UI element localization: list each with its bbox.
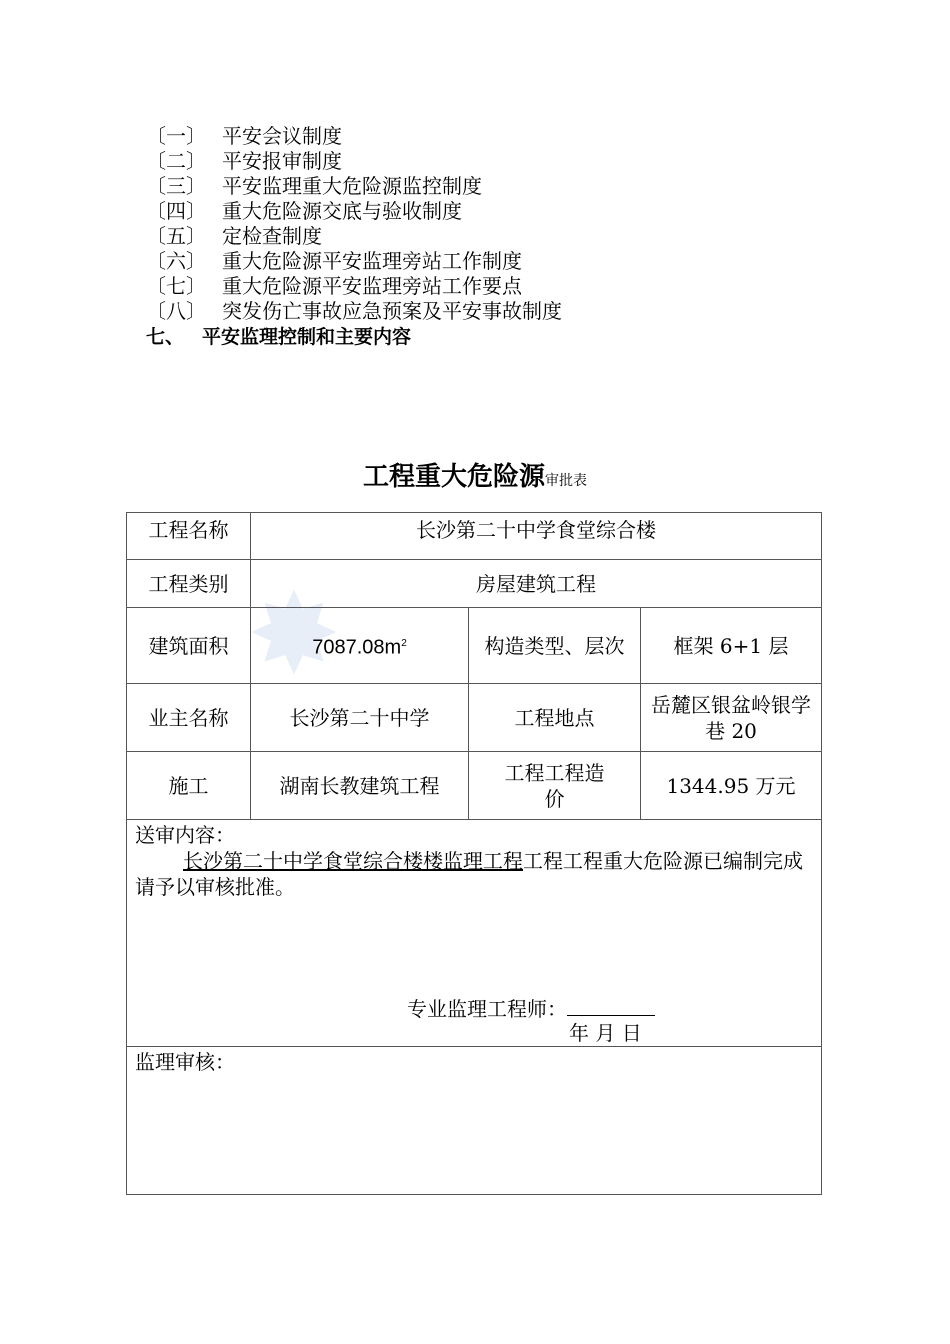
- area-value: 7087.08m: [312, 636, 402, 659]
- review-label: 监理审核：: [135, 1050, 235, 1074]
- submission-text: [135, 848, 813, 900]
- list-item: [146, 124, 562, 149]
- approval-form-table: [126, 512, 822, 1195]
- location-value: 岳麓区银盆岭银学巷 20: [641, 684, 822, 752]
- section-number: 七、: [146, 326, 185, 348]
- area-unit-sup: 2: [401, 637, 407, 649]
- form-title-main: 工程重大危险源: [362, 462, 545, 492]
- owner-value: 长沙第二十中学: [251, 684, 469, 752]
- list-item-text: 定检查制度: [222, 224, 322, 248]
- list-item-number: 〔五〕: [146, 224, 206, 248]
- submission-label: 送审内容：: [135, 823, 235, 847]
- section-title: 平安监理控制和主要内容: [202, 326, 412, 348]
- list-item-text: 重大危险源交底与验收制度: [222, 199, 462, 223]
- list-item-number: 〔八〕: [146, 299, 206, 323]
- project-name-label: 工程名称: [127, 513, 251, 560]
- form-title: [0, 456, 950, 493]
- table-row: [127, 820, 822, 1047]
- engineer-label: 专业监理工程师：: [407, 997, 567, 1021]
- project-name-value: 长沙第二十中学食堂综合楼: [251, 513, 822, 560]
- list-item-number: 〔四〕: [146, 199, 206, 223]
- table-row: [127, 684, 822, 752]
- list-item-text: 重大危险源平安监理旁站工作要点: [222, 274, 522, 298]
- list-item: [146, 199, 562, 224]
- cost-label: 工程工程造价: [469, 752, 641, 820]
- list-item: [146, 149, 562, 174]
- table-row: [127, 560, 822, 608]
- contractor-label: 施工: [127, 752, 251, 820]
- section-heading: [146, 322, 411, 349]
- list-item: [146, 224, 562, 249]
- submission-cell: [127, 820, 822, 1047]
- table-row: [127, 608, 822, 684]
- date-line: 年 月 日: [569, 1021, 642, 1045]
- area-value-cell: [251, 608, 469, 684]
- list-item-text: 突发伤亡事故应急预案及平安事故制度: [222, 299, 562, 323]
- signature-line: [567, 997, 655, 1016]
- submission-underlined: 长沙第二十中学食堂综合楼楼监理工程: [183, 849, 523, 873]
- list-item-number: 〔七〕: [146, 274, 206, 298]
- table-row: [127, 513, 822, 560]
- list-item: [146, 274, 562, 299]
- list-item-text: 平安报审制度: [222, 149, 342, 173]
- submission-rest: 工程工程重大危险源已编制完成请予以审核批准。: [135, 849, 803, 899]
- contractor-value: 湖南长教建筑工程: [251, 752, 469, 820]
- structure-value: 框架 6+1 层: [641, 608, 822, 684]
- list-item: [146, 299, 562, 324]
- table-row: [127, 1047, 822, 1195]
- cost-value: 1344.95 万元: [641, 752, 822, 820]
- table-row: [127, 752, 822, 820]
- list-item-text: 重大危险源平安监理旁站工作制度: [222, 249, 522, 273]
- owner-label: 业主名称: [127, 684, 251, 752]
- list-item-number: 〔二〕: [146, 149, 206, 173]
- structure-label: 构造类型、层次: [469, 608, 641, 684]
- list-item-text: 平安会议制度: [222, 124, 342, 148]
- project-type-label: 工程类别: [127, 560, 251, 608]
- list-item-number: 〔三〕: [146, 174, 206, 198]
- list-item: [146, 174, 562, 199]
- review-cell: [127, 1047, 822, 1195]
- list-item-number: 〔一〕: [146, 124, 206, 148]
- area-label: 建筑面积: [127, 608, 251, 684]
- list-item-number: 〔六〕: [146, 249, 206, 273]
- list-item-text: 平安监理重大危险源监控制度: [222, 174, 482, 198]
- engineer-signature: [135, 996, 813, 1022]
- project-type-value: 房屋建筑工程: [251, 560, 822, 608]
- location-label: 工程地点: [469, 684, 641, 752]
- system-list: [146, 124, 562, 324]
- form-title-sub: 审批表: [545, 473, 587, 489]
- list-item: [146, 249, 562, 274]
